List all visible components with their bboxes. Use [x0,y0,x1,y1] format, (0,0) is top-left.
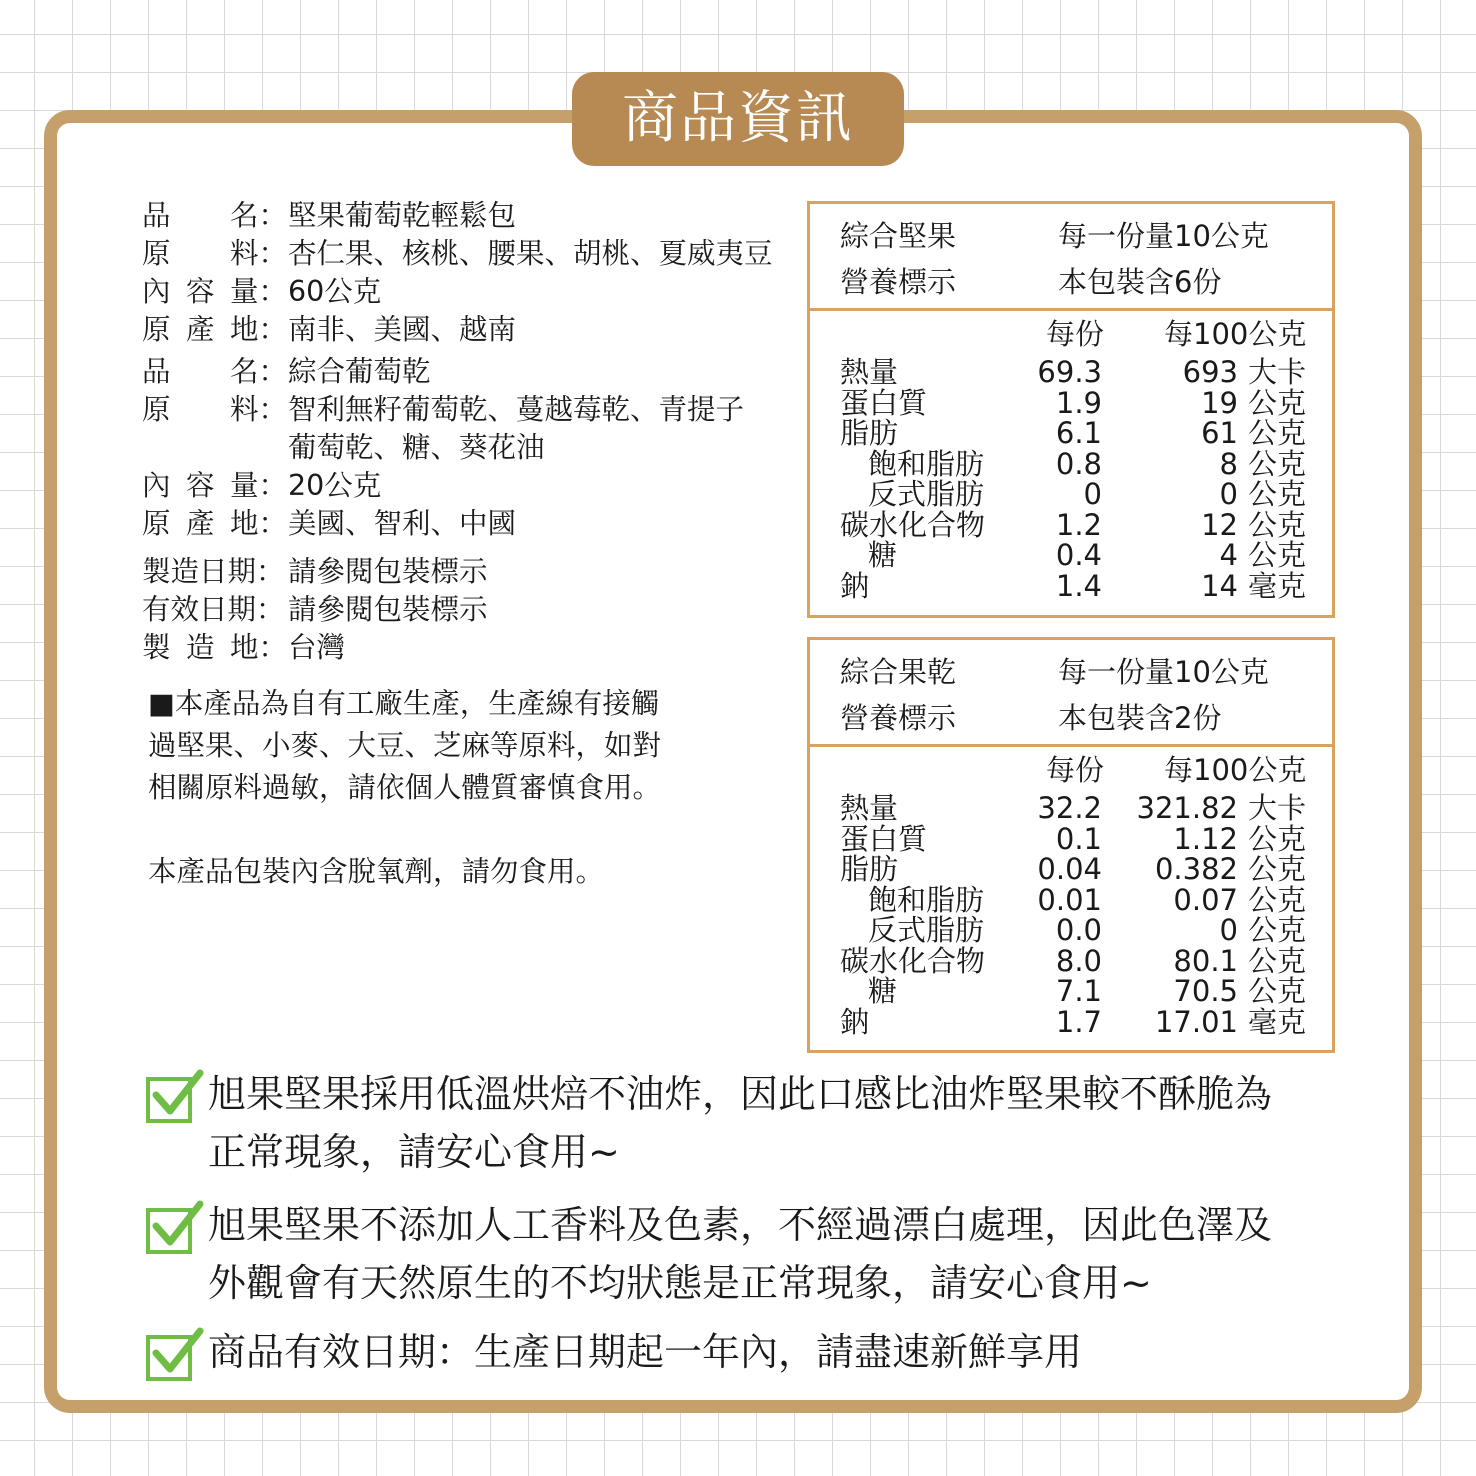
nutrient-per-100g: 8 [1219,446,1238,481]
spec-value: 智利無籽葡萄乾、蔓越莓乾、青提子 [288,393,745,426]
nutrient-per-serving: 1.9 [1055,385,1102,420]
checkbox-checked-icon [146,1077,192,1123]
nutrient-label: 脂肪 [840,852,899,886]
nutrient-label: 鈉 [840,1004,870,1039]
spec-value: 堅果葡萄乾輕鬆包 [288,199,517,232]
spec-value: 60公克 [288,275,382,308]
nutrient-per-serving: 0.01 [1037,882,1102,917]
checklist-line: 旭果堅果不添加人工香料及色素，不經過漂白處理，因此色澤及 [208,1203,1273,1247]
nutrient-per-100g: 17.01 [1154,1004,1238,1039]
checklist-line: 正常現象，請安心食用~ [208,1130,620,1174]
allergy-note-line3: 相關原料過敏，請依個人體質審慎食用。 [148,771,662,804]
nutrient-per-serving: 0 [1083,477,1102,511]
nutrient-per-serving: 0.8 [1055,446,1102,481]
table-name-line1: 綜合果乾 [840,655,957,689]
checklist-text [208,1065,1272,1181]
spec-label: 製 造 地： [142,631,287,664]
nutrient-per-100g: 70.5 [1173,974,1238,1008]
spec-label: 原 產 地： [142,313,287,346]
spec-label: 原 料： [142,393,287,426]
nutrient-unit: 公克 [1248,507,1307,542]
col-header-per-100g: 每100公克 [1164,317,1307,351]
servings-per-pack: 本包裝含2份 [1058,701,1222,735]
nutrient-per-100g: 0.382 [1154,852,1238,886]
spec-label: 內 容 量： [142,275,287,308]
nutrient-per-serving: 7.1 [1055,974,1102,1008]
nutrient-unit: 公克 [1248,913,1307,947]
nutrient-label: 糖 [868,974,898,1008]
nutrient-label: 脂肪 [840,416,899,450]
serving-size: 每一份量10公克 [1058,655,1269,689]
nutrient-label: 熱量 [840,791,899,825]
nutrient-per-serving: 0.04 [1037,852,1102,886]
table-name-line2: 營養標示 [840,701,957,735]
nutrient-per-serving: 6.1 [1055,416,1102,450]
nutrient-unit: 公克 [1248,538,1307,572]
nutrient-unit: 公克 [1248,446,1307,481]
nutrient-per-100g: 80.1 [1173,943,1238,978]
checklist-line: 商品有效日期：生產日期起一年內，請盡速新鮮享用 [208,1330,1083,1374]
nutrition-table-header [810,640,1332,747]
nutrient-per-serving: 0.1 [1055,821,1102,856]
checklist-text [208,1323,1082,1381]
nutrient-per-serving: 1.7 [1055,1004,1102,1039]
nutrient-per-100g: 321.82 [1136,791,1238,825]
spec-label: 有效日期： [142,593,285,626]
checklist-line: 外觀會有天然原生的不均狀態是正常現象，請安心食用~ [208,1261,1152,1305]
nutrient-per-100g: 693 [1182,355,1238,389]
nutrient-label: 反式脂肪 [868,477,985,511]
nutrient-label: 飽和脂肪 [868,882,985,917]
spec-value: 綜合葡萄乾 [288,355,431,388]
allergy-note-line2: 過堅果、小麥、大豆、芝麻等原料，如對 [148,729,662,762]
spec-label: 品 名： [142,355,287,388]
servings-per-pack: 本包裝含6份 [1058,265,1222,299]
nutrient-label: 鈉 [840,568,870,603]
nutrient-label: 飽和脂肪 [868,446,985,481]
serving-size: 每一份量10公克 [1058,219,1269,253]
nutrition-table-header [810,204,1332,311]
nutrient-label: 反式脂肪 [868,913,985,947]
nutrient-per-serving: 1.4 [1055,568,1102,603]
page-title: 商品資訊 [572,72,904,166]
spec-label: 製造日期： [142,555,285,588]
spec-value: 葡萄乾、糖、葵花油 [288,431,545,464]
nutrient-unit: 公克 [1248,385,1307,420]
nutrient-label: 熱量 [840,355,899,389]
nutrient-label: 蛋白質 [840,821,928,856]
nutrient-per-100g: 19 [1201,385,1238,420]
nutrient-per-100g: 12 [1201,507,1238,542]
nutrient-per-100g: 14 [1201,568,1238,603]
spec-value: 杏仁果、核桃、腰果、胡桃、夏威夷豆 [288,237,773,270]
spec-label: 原 產 地： [142,507,287,540]
nutrient-per-100g: 1.12 [1173,821,1238,856]
spec-value: 南非、美國、越南 [288,313,517,346]
nutrient-unit: 公克 [1248,974,1307,1008]
nutrient-unit: 公克 [1248,852,1307,886]
col-header-per-100g: 每100公克 [1164,753,1307,787]
nutrient-unit: 大卡 [1248,791,1307,825]
spec-label: 內 容 量： [142,469,287,502]
checklist-line: 旭果堅果採用低溫烘焙不油炸，因此口感比油炸堅果較不酥脆為 [208,1072,1273,1116]
table-name-line1: 綜合堅果 [840,219,957,253]
nutrient-label: 糖 [868,538,898,572]
nutrient-per-serving: 32.2 [1037,791,1102,825]
nutrient-per-100g: 4 [1219,538,1238,572]
checkbox-checked-icon [146,1208,192,1254]
deoxidizer-note: 本產品包裝內含脫氧劑，請勿食用。 [148,855,605,888]
nutrient-label: 碳水化合物 [840,507,986,542]
nutrient-per-100g: 0 [1219,913,1238,947]
spec-value: 20公克 [288,469,382,502]
spec-value: 請參閱包裝標示 [288,555,488,588]
nutrient-unit: 公克 [1248,416,1307,450]
nutrient-per-serving: 1.2 [1055,507,1102,542]
nutrient-per-serving: 0.0 [1055,913,1102,947]
table-name-line2: 營養標示 [840,265,957,299]
nutrient-per-serving: 69.3 [1037,355,1102,389]
nutrient-label: 碳水化合物 [840,943,986,978]
spec-value: 台灣 [288,631,346,664]
nutrient-per-serving: 8.0 [1055,943,1102,978]
nutrient-label: 蛋白質 [840,385,928,420]
nutrient-per-100g: 61 [1201,416,1238,450]
nutrient-per-serving: 0.4 [1055,538,1102,572]
nutrient-unit: 公克 [1248,943,1307,978]
nutrient-unit: 公克 [1248,821,1307,856]
nutrition-table-dried-fruit [807,637,1335,1053]
checkbox-checked-icon [146,1335,192,1381]
spec-label: 原 料： [142,237,287,270]
nutrient-unit: 公克 [1248,882,1307,917]
col-header-per-serving: 每份 [1046,317,1105,351]
nutrient-unit: 公克 [1248,477,1307,511]
checklist-text [208,1196,1272,1312]
nutrition-table-nuts [807,201,1335,618]
nutrient-unit: 毫克 [1248,568,1307,603]
col-header-per-serving: 每份 [1046,753,1105,787]
nutrient-unit: 大卡 [1248,355,1307,389]
allergy-note-line1: ■本產品為自有工廠生產，生產線有接觸 [148,687,660,720]
nutrient-per-100g: 0.07 [1173,882,1238,917]
spec-value: 美國、智利、中國 [288,507,517,540]
nutrient-per-100g: 0 [1219,477,1238,511]
nutrient-unit: 毫克 [1248,1004,1307,1039]
spec-value: 請參閱包裝標示 [288,593,488,626]
spec-label: 品 名： [142,199,287,232]
